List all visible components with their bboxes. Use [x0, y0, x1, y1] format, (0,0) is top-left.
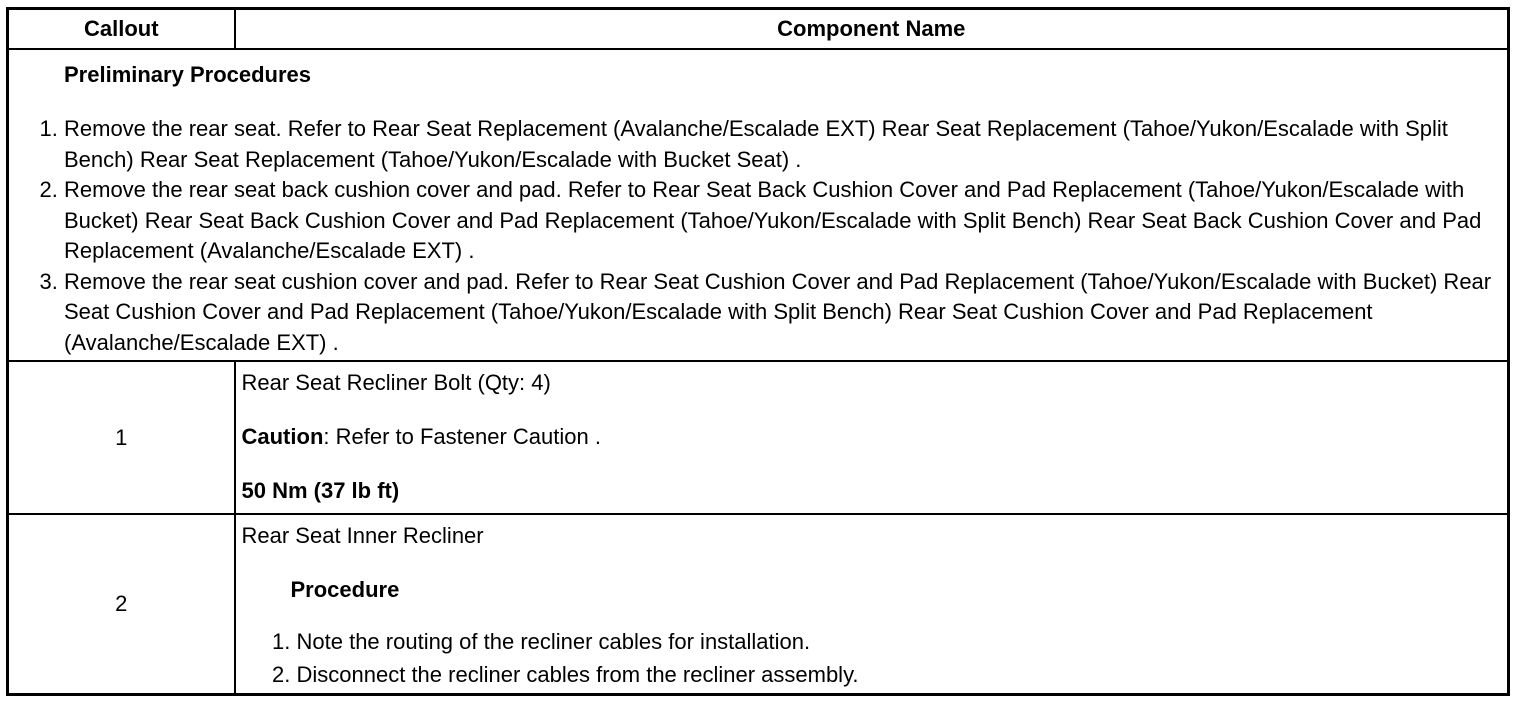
torque-spec: 50 Nm (37 lb ft) — [241, 478, 400, 503]
table-row — [8, 514, 1509, 694]
procedure-steps — [242, 625, 1508, 691]
caution-label: Caution — [241, 424, 324, 449]
preliminary-step: 1. Remove the rear seat. Refer to Rear Seat Replacement (Avalanche/Escalade EXT) Rear Seat Replacement (Tahoe/Yukon/Escalade with Split Bench) Rear Seat Replacement (Tahoe/Yukon/Escalade with Bucket Seat) . — [64, 114, 1507, 175]
table-header-row — [8, 9, 1509, 50]
component-table — [6, 7, 1510, 696]
preliminary-step: 3. Remove the rear seat cushion cover and pad. Refer to Rear Seat Cushion Cover and Pad Replacement (Tahoe/Yukon/Escalade with Bucket) Rear Seat Cushion Cover and Pad Replacement (Tahoe/Yukon/Escalade with Split Bench) Rear Seat Cushion Cover and Pad Replacement (Avalanche/Escalade EXT) . — [64, 267, 1507, 359]
callout-number: 1 — [8, 361, 235, 514]
procedure-step: 2. Disconnect the recliner cables from the recliner assembly. — [297, 658, 1508, 691]
component-cell — [235, 514, 1509, 694]
preliminary-title: Preliminary Procedures — [64, 62, 312, 87]
preliminary-row — [8, 49, 1509, 361]
callout-number: 2 — [8, 514, 235, 694]
component-name: Rear Seat Inner Recliner — [241, 523, 484, 548]
procedure-step: 1. Note the routing of the recliner cables for installation. — [297, 625, 1508, 658]
component-name: Rear Seat Recliner Bolt (Qty: 4) — [241, 370, 551, 395]
component-cell — [235, 361, 1509, 514]
preliminary-steps — [9, 114, 1507, 358]
caution-text: : Refer to Fastener Caution . — [323, 424, 601, 449]
header-component-name: Component Name — [235, 9, 1509, 50]
header-callout: Callout — [8, 9, 235, 50]
procedure-title: Procedure — [290, 577, 400, 602]
caution-note — [242, 424, 1508, 450]
table-row — [8, 361, 1509, 514]
preliminary-cell — [8, 49, 1509, 361]
preliminary-step: 2. Remove the rear seat back cushion cover and pad. Refer to Rear Seat Back Cushion Cover and Pad Replacement (Tahoe/Yukon/Escalade with Bucket) Rear Seat Back Cushion Cover and Pad Replacement (Tahoe/Yukon/Escalade with Split Bench) Rear Seat Back Cushion Cover and Pad Replacement (Avalanche/Escalade EXT) . — [64, 175, 1507, 267]
